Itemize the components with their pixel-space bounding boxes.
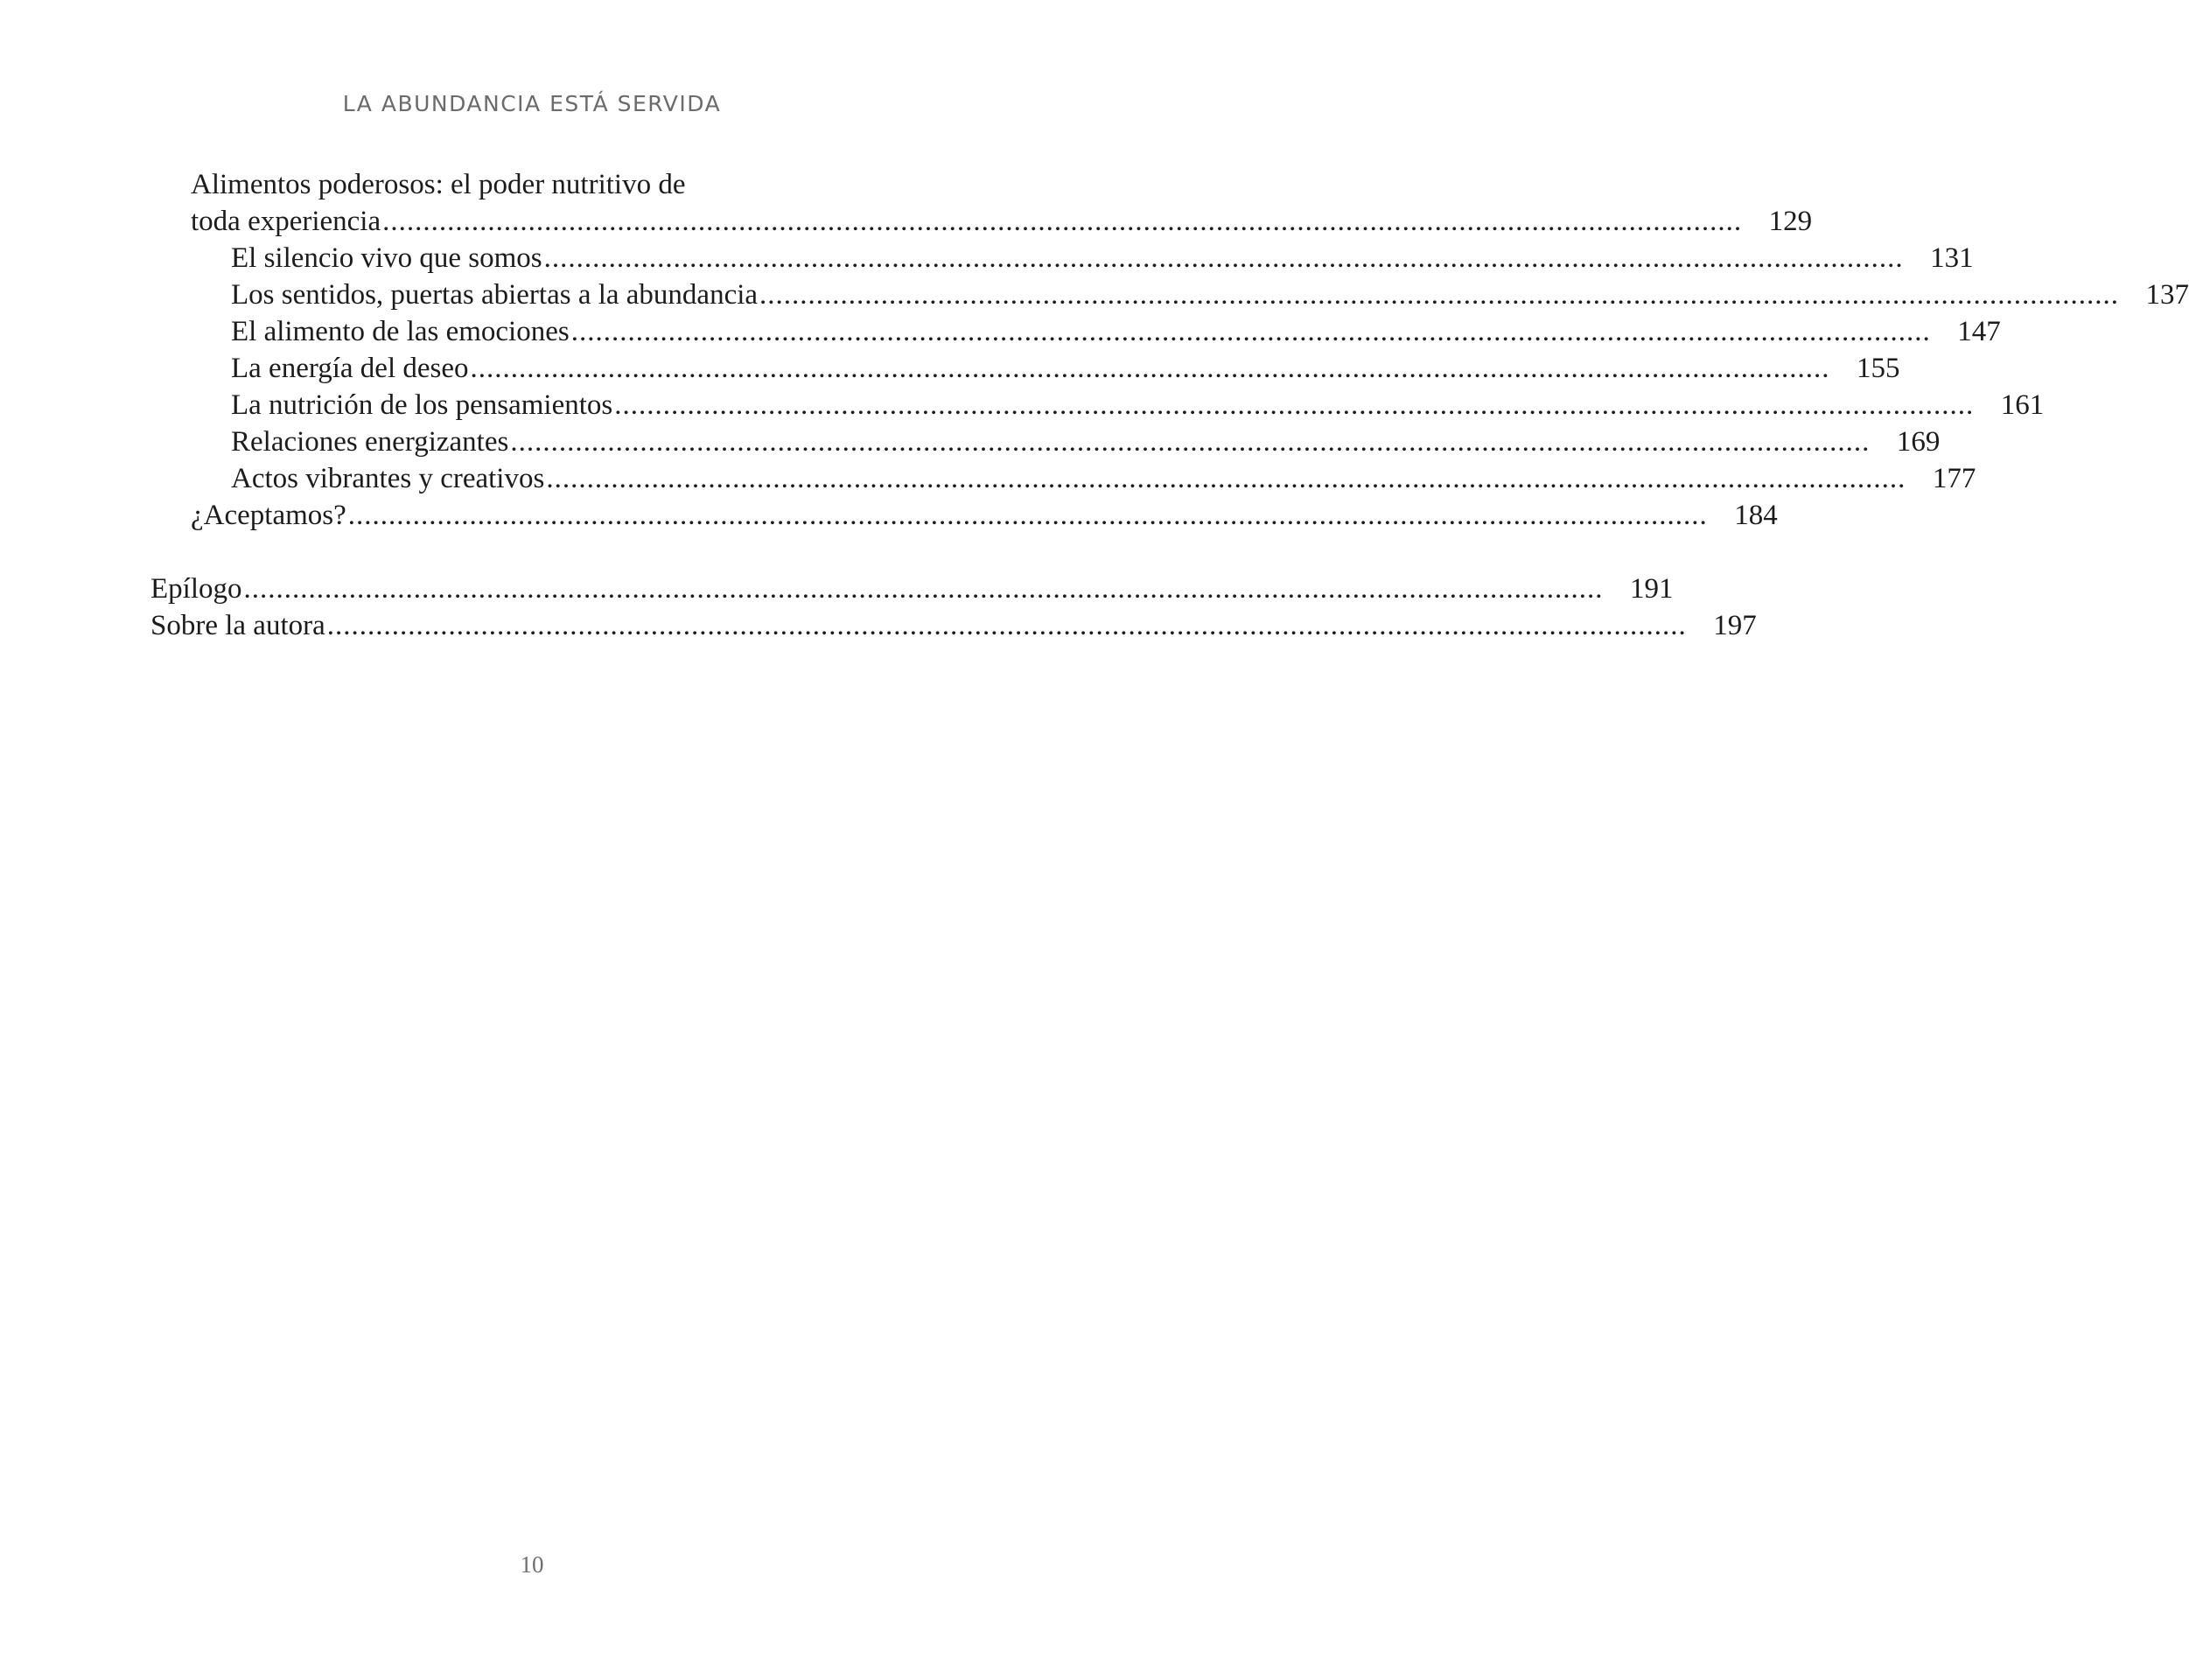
toc-entry[interactable] <box>231 240 1974 276</box>
toc-entry-page: 129 <box>1768 206 1813 237</box>
toc-entry-title: Sobre la autora <box>150 610 325 641</box>
toc-entry-title: toda experiencia <box>191 206 381 237</box>
leader-dots: ........................................................................................................................................................................ <box>570 316 1931 347</box>
toc-entry-title: La energía del deseo <box>231 353 469 384</box>
leader-dots: ........................................................................................................................................................................ <box>510 426 1871 458</box>
toc-entry-page: 169 <box>1896 426 1941 458</box>
toc-entry-page: 184 <box>1734 500 1778 531</box>
leader-dots: ........................................................................................................................................................................ <box>470 353 1830 384</box>
toc-entry[interactable] <box>231 387 2045 424</box>
toc-entry-title: La nutrición de los pensamientos <box>231 389 613 421</box>
leader-dots: ........................................................................................................................................................................ <box>543 242 1904 274</box>
toc-entry-title: Actos vibrantes y creativos <box>231 463 545 494</box>
toc-entry-title: Epílogo <box>150 573 242 605</box>
toc-chapter-title-line1 <box>191 166 908 203</box>
toc-entry-page: 161 <box>2000 389 2045 421</box>
toc-entry[interactable] <box>231 460 1976 497</box>
toc-entry-title: El silencio vivo que somos <box>231 242 542 274</box>
toc-entry[interactable] <box>231 276 2189 313</box>
toc-entry-page: 147 <box>1957 316 2001 347</box>
page-number: 10 <box>520 1551 544 1578</box>
toc-entry-page: 197 <box>1713 610 1757 641</box>
toc-entry-title: El alimento de las emociones <box>231 316 570 347</box>
toc-entry[interactable] <box>150 570 1674 607</box>
leader-dots: ........................................................................................................................................................................ <box>759 279 2120 311</box>
leader-dots: ........................................................................................................................................................................ <box>614 389 1975 421</box>
toc-entry-title: ¿Aceptamos? <box>191 500 346 531</box>
toc-entry[interactable] <box>231 424 1941 460</box>
running-head: LA ABUNDANCIA ESTÁ SERVIDA <box>342 91 722 116</box>
toc-entry[interactable] <box>231 313 2001 350</box>
toc-entry[interactable] <box>150 607 1757 644</box>
leader-dots: ........................................................................................................................................................................ <box>347 500 1708 531</box>
toc-entry[interactable] <box>191 497 1778 534</box>
toc-entry-title: Alimentos poderosos: el poder nutritivo de <box>191 169 686 200</box>
toc-entry-title: Relaciones energizantes <box>231 426 509 458</box>
toc-entry-page: 131 <box>1930 242 1974 274</box>
toc-entry[interactable] <box>191 203 1813 240</box>
toc-entry-page: 155 <box>1857 353 1900 384</box>
leader-dots: ........................................................................................................................................................................ <box>243 573 1604 605</box>
toc-entry-page: 177 <box>1932 463 1976 494</box>
leader-dots: ........................................................................................................................................................................ <box>546 463 1906 494</box>
leader-dots: ........................................................................................................................................................................ <box>382 206 1743 237</box>
toc-entry[interactable] <box>231 350 1900 387</box>
toc-entry-page: 191 <box>1630 573 1674 605</box>
leader-dots: ........................................................................................................................................................................ <box>326 610 1687 641</box>
toc-entry-page: 137 <box>2145 279 2189 311</box>
toc-entry-title: Los sentidos, puertas abiertas a la abundancia <box>231 279 759 311</box>
